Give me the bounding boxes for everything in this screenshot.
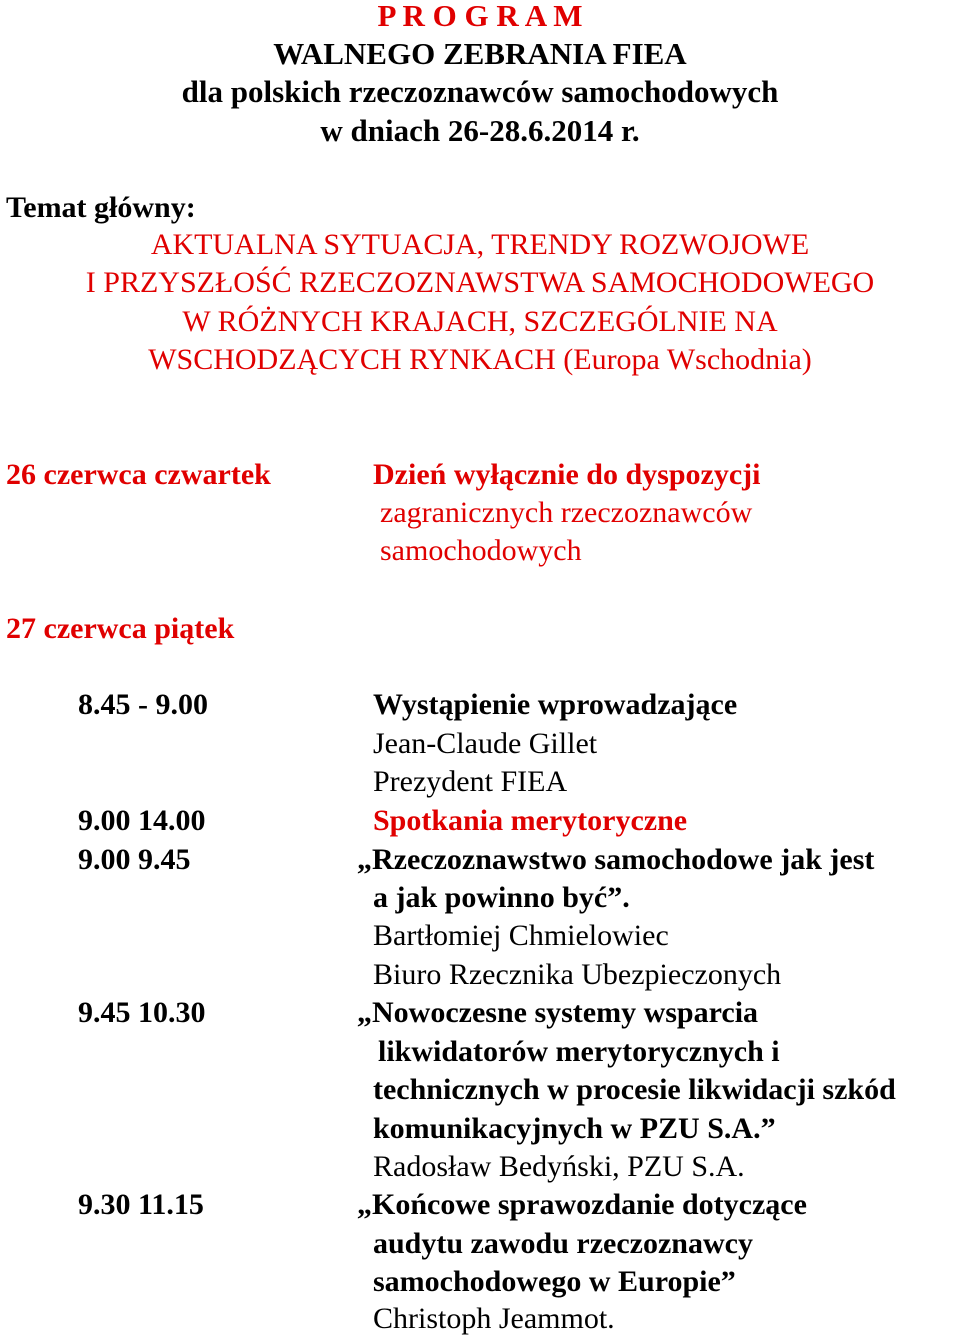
item5-speaker: Christoph Jeammot. [373,1302,615,1335]
program-title: P R O G R A M [377,0,583,33]
item4-title-4: komunikacyjnych w PZU S.A.” [373,1112,776,1145]
theme-line-2: I PRZYSZŁOŚĆ RZECZOZNAWSTWA SAMOCHODOWEGO [85,266,875,299]
item3-speaker: Bartłomiej Chmielowiec [373,919,669,952]
item2-time: 9.00 14.00 [78,804,206,837]
item5-time: 9.30 11.15 [78,1188,204,1221]
item3-speaker-role: Biuro Rzecznika Ubezpieczonych [373,958,782,991]
item1-time: 8.45 - 9.00 [78,688,208,721]
item4-time: 9.45 10.30 [78,996,206,1029]
item4-speaker: Radosław Bedyński, PZU S.A. [373,1150,745,1183]
item1-title: Wystąpienie wprowadzające [373,688,738,721]
theme-label: Temat główny: [6,191,196,224]
item5-title-1: „Końcowe sprawozdanie dotyczące [357,1188,807,1221]
theme-line-1: AKTUALNA SYTUACJA, TRENDY ROZWOJOWE [150,228,810,261]
item1-speaker-role: Prezydent FIEA [373,765,568,798]
day2-date: 27 czerwca piątek [6,612,235,645]
meeting-title: WALNEGO ZEBRANIA FIEA [273,36,687,71]
item5-title-2: audytu zawodu rzeczoznawcy [373,1227,753,1260]
day1-date: 26 czerwca czwartek [6,458,271,491]
theme-line-4: WSCHODZĄCYCH RYNKACH (Europa Wschodnia) [148,343,812,376]
item1-speaker: Jean-Claude Gillet [373,727,598,760]
meeting-dates: w dniach 26-28.6.2014 r. [320,113,640,148]
day1-desc-3: samochodowych [380,534,582,567]
item4-title-3: technicznych w procesie likwidacji szkód [373,1073,896,1106]
day1-desc-2: zagranicznych rzeczoznawców [380,496,753,529]
item3-title-2: a jak powinno być”. [373,881,630,914]
item2-title: Spotkania merytoryczne [373,804,688,837]
meeting-audience: dla polskich rzeczoznawców samochodowych [181,74,779,109]
item4-title-2: likwidatorów merytorycznych i [378,1035,780,1068]
item4-title-1: „Nowoczesne systemy wsparcia [357,996,759,1029]
item5-title-3: samochodowego w Europie” [373,1265,736,1298]
theme-line-3: W RÓŻNYCH KRAJACH, SZCZEGÓLNIE NA [182,305,778,338]
item3-time: 9.00 9.45 [78,843,191,876]
item3-title-1: „Rzeczoznawstwo samochodowe jak jest [357,843,875,876]
day1-desc-1: Dzień wyłącznie do dyspozycji [373,458,761,491]
